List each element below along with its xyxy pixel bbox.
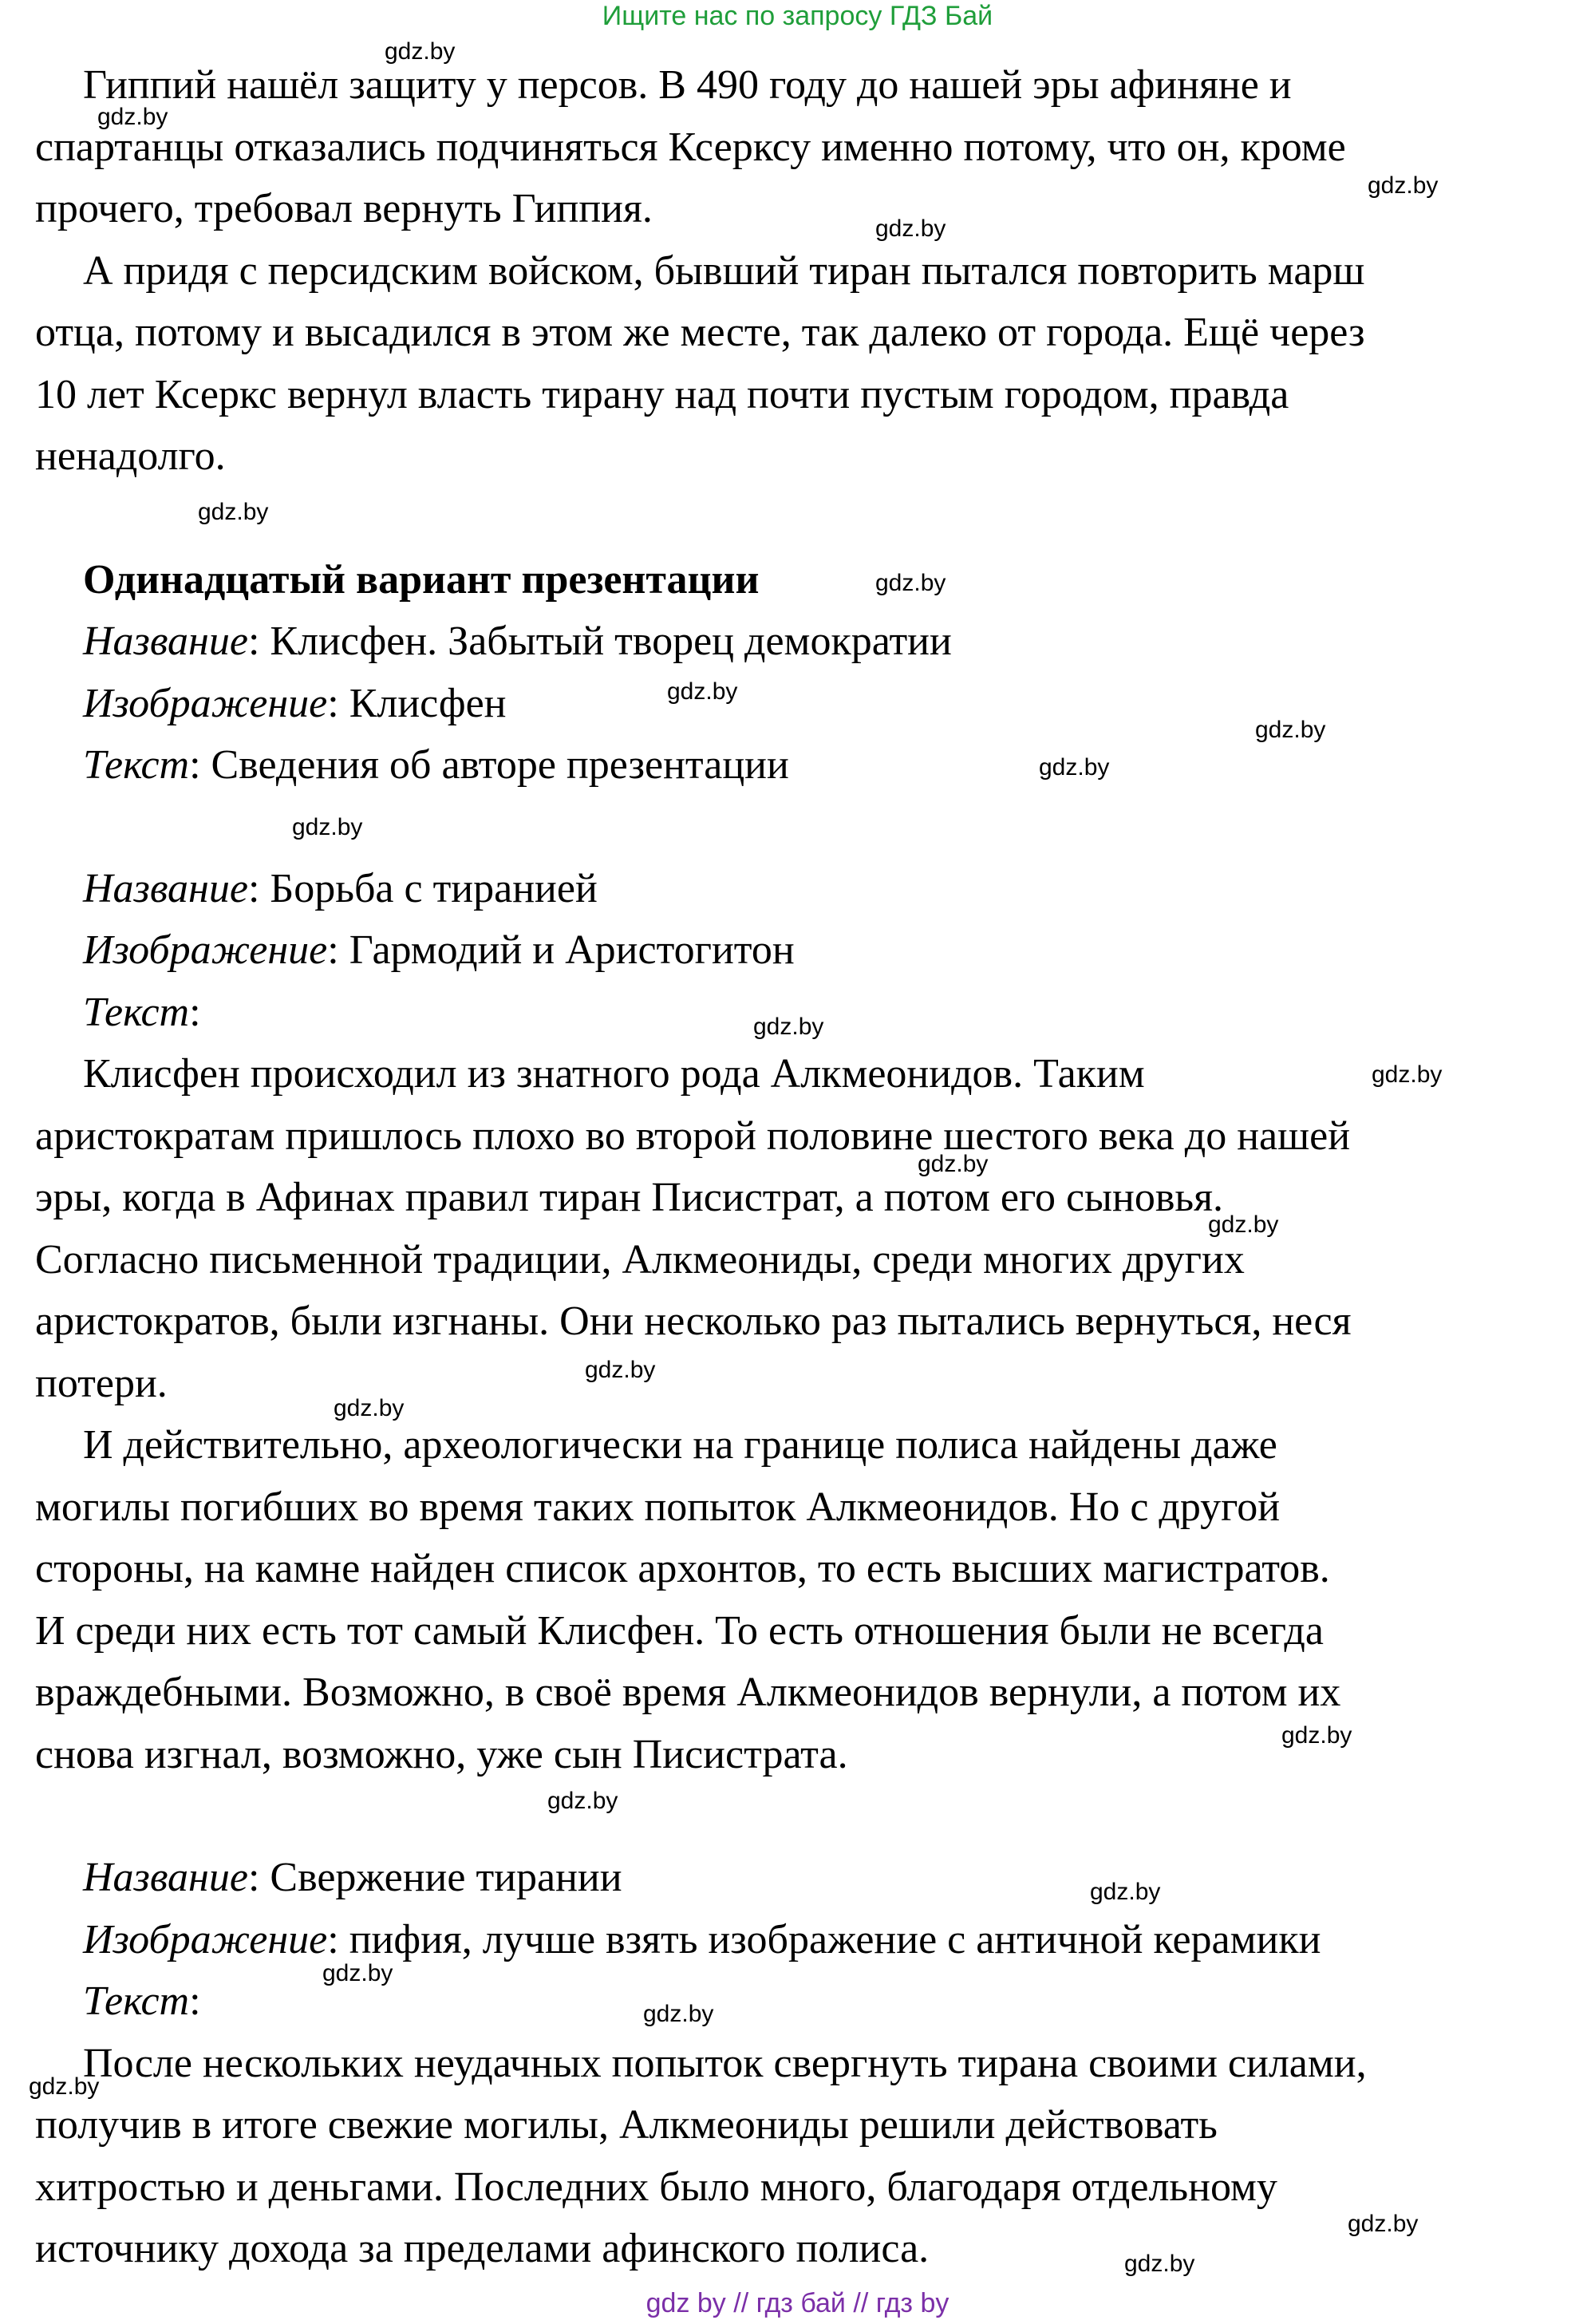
header-search-link[interactable]: Ищите нас по запросу ГДЗ Бай bbox=[602, 1, 993, 31]
slide-3-text bbox=[35, 1970, 1567, 2033]
text-label: Текст bbox=[83, 989, 190, 1035]
name-label: Название bbox=[83, 619, 248, 664]
slide-1-text bbox=[35, 734, 1567, 796]
footer-links[interactable]: gdz by // гдз бай // гдз by bbox=[646, 2288, 949, 2318]
name-value: : Борьба с тиранией bbox=[247, 865, 598, 911]
watermark: gdz.by bbox=[875, 215, 946, 242]
intro-paragraph-2: А придя с персидским войском, бывший тиран пытался повторить марш отца, потому и высадился в этом же месте, так далеко от города. Ещё через 10 лет Ксеркс вернул власть тирану над почти пустым городом, правда ненадолго. bbox=[35, 247, 1365, 479]
watermark: gdz.by bbox=[1039, 754, 1110, 781]
slide-2-paragraph-2: И действительно, археологически на границе полиса найдены даже могилы погибших во время таких попыток Алкмеонидов. Но с другой стороны, на камне найден список архонтов, то есть высших магистратов. И среди них есть тот самый Клисфен. То есть отношения были не всегда враждебными. Возможно, в своё время Алкмеонидов вернули, а потом их снова изгнал, возможно, уже сын Писистрата. bbox=[35, 1422, 1341, 1777]
watermark: gdz.by bbox=[1368, 172, 1439, 199]
watermark: gdz.by bbox=[1281, 1722, 1352, 1749]
watermark: gdz.by bbox=[1090, 1879, 1161, 1905]
watermark: gdz.by bbox=[918, 1151, 989, 1177]
slide-2-image bbox=[35, 919, 1567, 982]
name-label: Название bbox=[83, 1855, 248, 1900]
watermark: gdz.by bbox=[1124, 2251, 1195, 2277]
slide-3-image bbox=[35, 1909, 1567, 1971]
slide-2-name bbox=[35, 858, 1567, 920]
text-value: : bbox=[189, 989, 201, 1035]
watermark: gdz.by bbox=[385, 38, 456, 65]
watermark: gdz.by bbox=[29, 2073, 100, 2100]
text-label: Текст bbox=[83, 1978, 190, 2024]
watermark: gdz.by bbox=[1372, 1061, 1443, 1088]
text-value: : bbox=[189, 1978, 201, 2024]
image-value: : пифия, лучше взять изображение с античной керамики bbox=[327, 1916, 1321, 1962]
slide-3-paragraph-1: После нескольких неудачных попыток свергнуть тирана своими силами, получив в итоге свежие могилы, Алкмеониды решили действовать хитростью и деньгами. Последних было много, благодаря отдельному источнику дохода за пределами афинского полиса. bbox=[35, 2040, 1367, 2271]
watermark: gdz.by bbox=[1348, 2211, 1419, 2237]
watermark: gdz.by bbox=[753, 1014, 824, 1040]
name-value: : Клисфен. Забытый творец демократии bbox=[247, 619, 952, 664]
watermark: gdz.by bbox=[292, 814, 363, 840]
name-label: Название bbox=[83, 865, 248, 911]
name-value: : Свержение тирании bbox=[247, 1855, 622, 1900]
watermark: gdz.by bbox=[97, 104, 168, 130]
image-value: : Гармодий и Аристогитон bbox=[327, 927, 795, 973]
image-value: : Клисфен bbox=[327, 680, 507, 726]
watermark: gdz.by bbox=[547, 1788, 618, 1814]
slide-1-image bbox=[35, 673, 1567, 735]
watermark: gdz.by bbox=[643, 2001, 714, 2027]
watermark: gdz.by bbox=[1255, 717, 1326, 743]
watermark: gdz.by bbox=[667, 678, 738, 705]
document-body bbox=[35, 54, 1567, 2280]
watermark: gdz.by bbox=[198, 499, 269, 525]
intro-paragraph-1: Гиппий нашёл защиту у персов. В 490 году до нашей эры афиняне и спартанцы отказались подчиняться Ксерксу именно потому, что он, кроме прочего, требовал вернуть Гиппия. bbox=[35, 62, 1346, 231]
slide-2-paragraph-1: Клисфен происходил из знатного рода Алкмеонидов. Таким аристократам пришлось плохо во второй половине шестого века до нашей эры, когда в Афинах правил тиран Писистрат, а потом его сыновья. Согласно письменной традиции, Алкмеониды, среди многих других аристократов, были изгнаны. Они несколько раз пытались вернуться, неся потери. bbox=[35, 1051, 1352, 1406]
section-heading: Одинадцатый вариант презентации bbox=[83, 556, 760, 603]
watermark: gdz.by bbox=[1208, 1211, 1279, 1238]
watermark: gdz.by bbox=[875, 570, 946, 596]
watermark: gdz.by bbox=[334, 1395, 405, 1421]
text-label: Текст bbox=[83, 742, 190, 788]
watermark: gdz.by bbox=[322, 1960, 393, 1986]
image-label: Изображение bbox=[83, 927, 328, 973]
image-label: Изображение bbox=[83, 1916, 328, 1962]
slide-1-name bbox=[35, 611, 1567, 673]
image-label: Изображение bbox=[83, 680, 328, 726]
slide-3-name bbox=[35, 1847, 1567, 1909]
watermark: gdz.by bbox=[585, 1357, 656, 1383]
text-value: : Сведения об авторе презентации bbox=[189, 742, 789, 788]
